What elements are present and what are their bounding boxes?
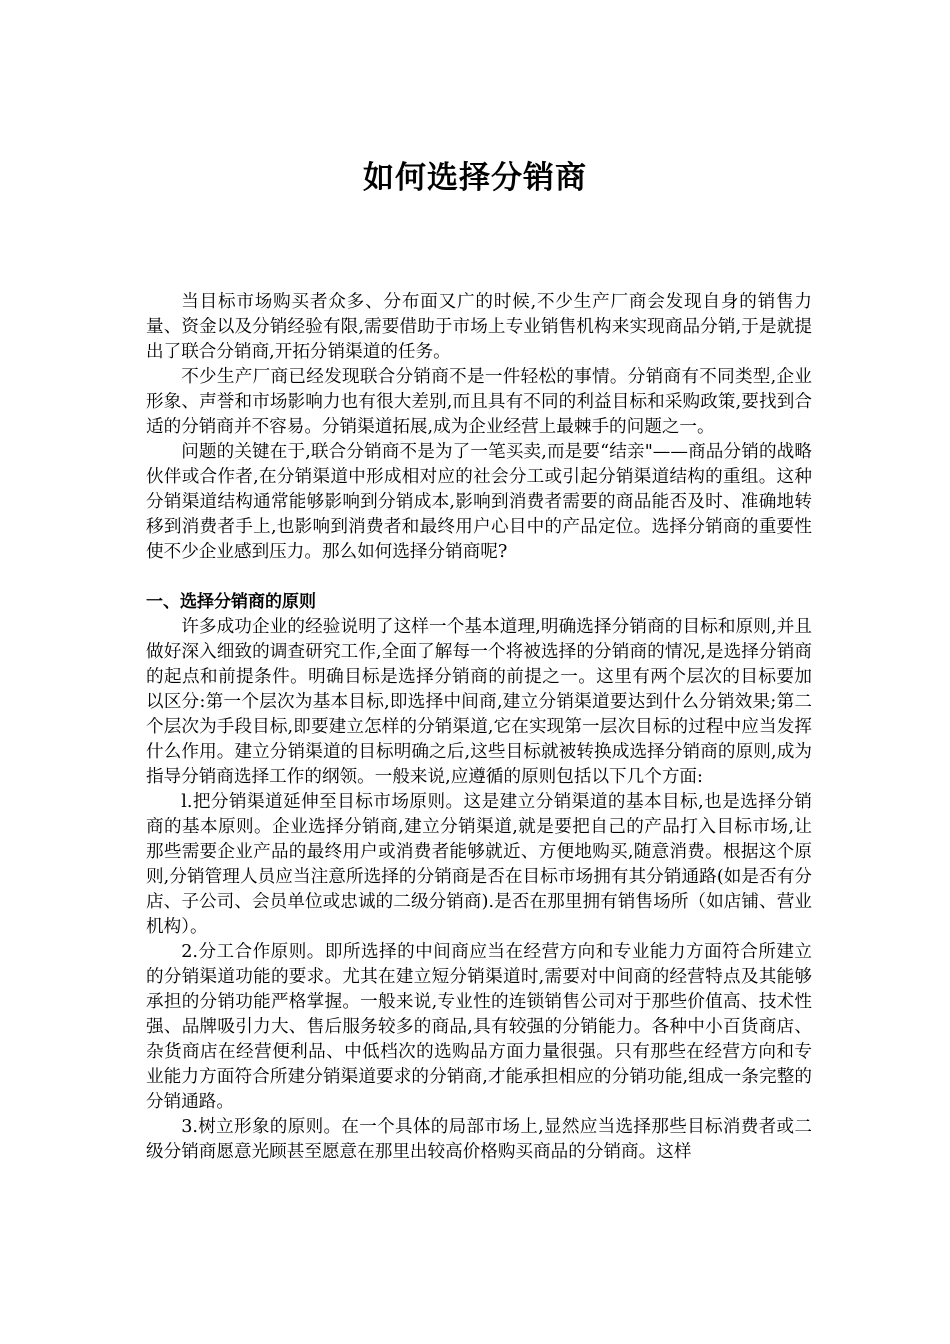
page-title: 如何选择分销商	[363, 160, 587, 196]
paragraph: 许多成功企业的经验说明了这样一个基本道理,明确选择分销商的目标和原则,并且做好深入细致的调查研究工作,全面了解每一个将被选择的分销商的情况,是选择分销商的起点和前提条件。明确目标是选择分销商的前提之一。这里有两个层次的目标要加以区分:第一个层次为基本目标,即选择中间商,建立分销渠道要达到什么分销效果;第二个层次为手段目标,即要建立怎样的分销渠道,它在实现第一层次目标的过程中应当发挥什么作用。建立分销渠道的目标明确之后,这些目标就被转换成选择分销商的原则,成为指导分销商选择工作的纲领。一般来说,应遵循的原则包括以下几个方面:	[146, 617, 812, 787]
paragraph: 问题的关键在于,联合分销商不是为了一笔买卖,而是要“结亲"——商品分销的战略伙伴或合作者,在分销渠道中形成相对应的社会分工或引起分销渠道结构的重组。这种分销渠道结构通常能够影响到分销成本,影响到消费者需要的商品能否及时、准确地转移到消费者手上,也影响到消费者和最终用户心目中的产品定位。选择分销商的重要性使不少企业感到压力。那么如何选择分销商呢?	[146, 442, 812, 562]
section-heading: 一、选择分销商的原则	[146, 592, 316, 612]
paragraph: l.把分销渠道延伸至目标市场原则。这是建立分销渠道的基本目标,也是选择分销商的基本原则。企业选择分销商,建立分销渠道,就是要把自己的产品打入目标市场,让那些需要企业产品的最终用户或消费者能够就近、方便地购买,随意消费。根据这个原则,分销管理人员应当注意所选择的分销商是否在目标市场拥有其分销通路(如是否有分店、子公司、会员单位或忠诚的二级分销商).是否在那里拥有销售场所（如店铺、营业机构）。	[146, 792, 812, 937]
paragraph: 3.树立形象的原则。在一个具体的局部市场上,显然应当选择那些目标消费者或二级分销商愿意光顾甚至愿意在那里出较高价格购买商品的分销商。这样	[146, 1117, 812, 1162]
paragraph: 2.分工合作原则。即所选择的中间商应当在经营方向和专业能力方面符合所建立的分销渠道功能的要求。尤其在建立短分销渠道时,需要对中间商的经营特点及其能够承担的分销功能严格掌握。一般来说,专业性的连锁销售公司对于那些价值高、技术性强、品牌吸引力大、售后服务较多的商品,具有较强的分销能力。各种中小百货商店、杂货商店在经营便利品、中低档次的选购品方面力量很强。只有那些在经营方向和专业能力方面符合所建分销渠道要求的分销商,才能承担相应的分销功能,组成一条完整的分销通路。	[146, 942, 812, 1112]
paragraph: 当目标市场购买者众多、分布面又广的时候,不少生产厂商会发现自身的销售力量、资金以及分销经验有限,需要借助于市场上专业销售机构来实现商品分销,于是就提出了联合分销商,开拓分销渠道的任务。	[146, 292, 812, 362]
document-body	[146, 290, 812, 1165]
paragraph: 不少生产厂商已经发现联合分销商不是一件轻松的事情。分销商有不同类型,企业形象、声誉和市场影响力也有很大差别,而且具有不同的利益目标和采购政策,要找到合适的分销商并不容易。分销渠道拓展,成为企业经营上最棘手的问题之一。	[146, 367, 812, 437]
